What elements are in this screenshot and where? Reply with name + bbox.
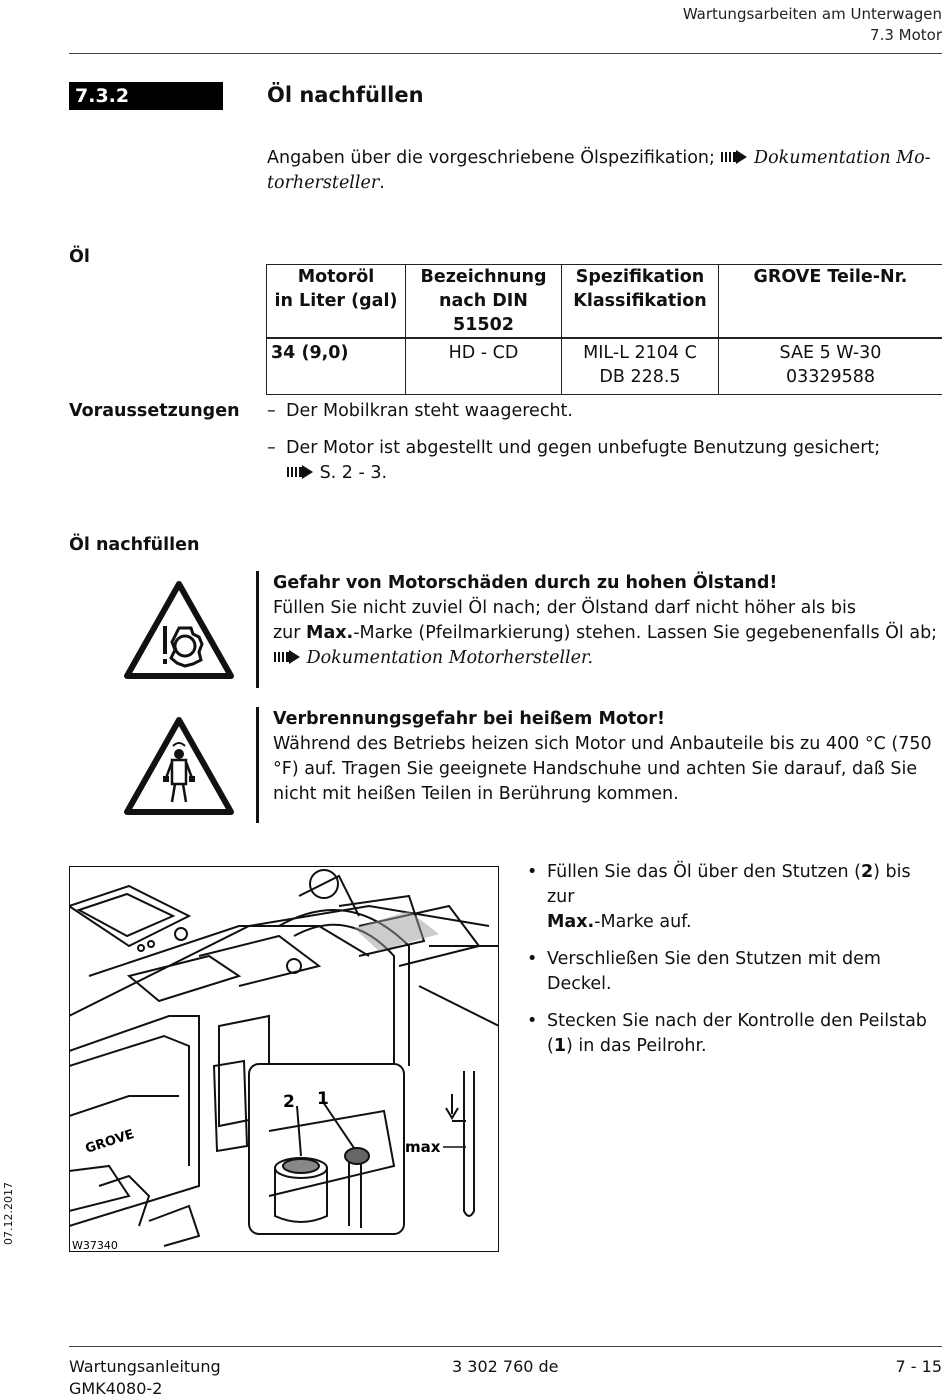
header-chapter: Wartungsarbeiten am Unterwagen <box>682 5 942 23</box>
refill-label: Öl nachfüllen <box>69 535 200 555</box>
engine-oil-figure <box>69 866 499 1252</box>
warning-text: Während des Betriebs heizen sich Motor und Anbauteile bis zu 400 °C (750 °F) auf. Tragen Sie geeignete Handschuhe und achten Sie darauf, daß Sie nicht mit heißen Teilen in Berührung kommen. <box>273 734 932 804</box>
warning-burn-hazard <box>256 707 949 823</box>
reference-arrow-icon <box>273 649 301 665</box>
prereq-ref: S. 2 - 3. <box>319 463 388 483</box>
table-header-cell: GROVE Teile-Nr. <box>719 265 943 339</box>
footer-rule <box>69 1346 942 1347</box>
list-item: • Verschließen Sie den Stutzen mit dem Deckel. <box>527 947 942 997</box>
footer-left <box>69 1356 221 1400</box>
list-item: – Der Motor ist abgestellt und gegen unbefugte Benutzung gesichert; S. 2 - 3. <box>267 436 927 486</box>
header-rule <box>69 53 942 54</box>
warning-line: Füllen Sie nicht zuviel Öl nach; der Ölstand darf nicht höher als bis <box>273 598 856 618</box>
callout-2: 2 <box>283 1092 295 1112</box>
warning-line: zur Max.-Marke (Pfeilmarkierung) stehen. Lassen Sie gegebenenfalls Öl ab; <box>273 623 938 643</box>
intro-ref-1: Dokumentation Mo- <box>754 148 931 168</box>
list-item: • Füllen Sie das Öl über den Stutzen (2) bis zur Max.-Marke auf. <box>527 860 942 935</box>
footer-doc-number: 3 302 760 de <box>452 1357 559 1376</box>
table-row <box>267 338 943 395</box>
figure-id: W37340 <box>72 1239 118 1252</box>
warning-title: Verbrennungsgefahr bei heißem Motor! <box>273 709 665 729</box>
oil-label: Öl <box>69 247 90 267</box>
max-marker-label: max <box>405 1138 441 1156</box>
warning-engine-damage <box>256 571 949 688</box>
warning-title: Gefahr von Motorschäden durch zu hohen Ölstand! <box>273 573 778 593</box>
warning-ref-line: Dokumentation Motorhersteller. <box>273 646 949 671</box>
intro-end: . <box>379 173 385 193</box>
brand-lettering: GROVE <box>83 1126 137 1157</box>
table-header-cell: Bezeichnung nach DIN 51502 <box>406 265 562 339</box>
table-cell: SAE 5 W-30 03329588 <box>719 338 943 395</box>
warning-engine-damage-icon <box>123 580 235 680</box>
intro-paragraph <box>267 146 943 196</box>
side-date: 07.12.2017 <box>2 1182 15 1245</box>
table-cell: 34 (9,0) <box>267 338 406 395</box>
reference-arrow-icon <box>720 149 748 165</box>
running-header <box>683 4 942 46</box>
page-number: 7 - 15 <box>895 1357 942 1376</box>
prereq-list <box>267 399 927 498</box>
list-item: – Der Mobilkran steht waagerecht. <box>267 399 927 424</box>
section-title: Öl nachfüllen <box>267 83 424 107</box>
prereq-label: Voraussetzungen <box>69 401 240 421</box>
warning-burn-hazard-icon <box>123 716 235 816</box>
table-cell: HD - CD <box>406 338 562 395</box>
intro-text: Angaben über die vorgeschriebene Ölspezifikation; <box>267 148 715 168</box>
section-number: 7.3.2 <box>69 82 223 110</box>
callout-1: 1 <box>317 1089 329 1109</box>
footer-model: GMK4080-2 <box>69 1379 163 1398</box>
refill-steps <box>527 860 942 1071</box>
oil-spec-table <box>266 264 942 395</box>
reference-arrow-icon <box>286 464 314 480</box>
footer-doc-title: Wartungsanleitung <box>69 1357 221 1376</box>
header-section: 7.3 Motor <box>870 26 942 44</box>
table-header-cell: Spezifikation Klassifikation <box>562 265 719 339</box>
table-cell: MIL-L 2104 C DB 228.5 <box>562 338 719 395</box>
intro-ref-2: torhersteller <box>267 173 380 193</box>
table-header-cell: Motoröl in Liter (gal) <box>267 265 406 339</box>
table-header-row <box>267 265 943 339</box>
list-item: • Stecken Sie nach der Kontrolle den Peilstab (1) in das Peilrohr. <box>527 1009 942 1059</box>
